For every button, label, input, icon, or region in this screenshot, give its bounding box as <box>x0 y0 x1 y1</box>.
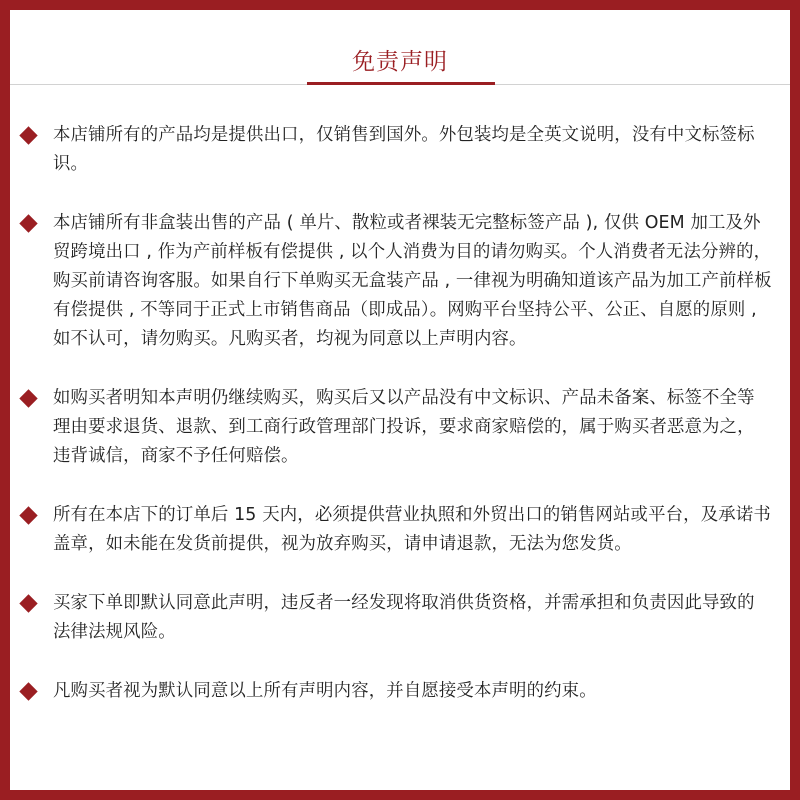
list-item-text: 凡购买者视为默认同意以上所有声明内容，并自愿接受本声明的约束。 <box>53 681 597 701</box>
diamond-icon <box>19 594 37 612</box>
title-underline <box>307 82 495 85</box>
list-item-text: 所有在本店下的订单后 15 天内，必须提供营业执照和外贸出口的销售网站或平台，及承诺书盖章，如未能在发货前提供，视为放弃购买，请申请退款，无法为您发货。 <box>53 505 771 554</box>
list-item <box>10 121 790 179</box>
list-item-text: 买家下单即默认同意此声明，违反者一经发现将取消供货资格，并需承担和负责因此导致的法律法规风险。 <box>53 593 755 642</box>
diamond-icon <box>19 126 37 144</box>
list-item <box>10 677 790 706</box>
diamond-icon <box>19 506 37 524</box>
disclaimer-panel <box>10 10 790 790</box>
list-item <box>10 501 790 559</box>
list-item-text: 本店铺所有非盒装出售的产品 ( 单片、散粒或者裸装无完整标签产品 ), 仅供 OEM 加工及外贸跨境出口 , 作为产前样板有偿提供 , 以个人消费为目的请勿购买。个人消费者无法分辨的，购买前请咨询客服。如果自行下单购买无盒装产品 , 一律视为明确知道该产品为加工产前样板有偿提供 , 不等同于正式上市销售商品（即成品）。网购平台坚持公平、公正、自愿的原则 , 如不认可，请勿购买。凡购买者，均视为同意以上声明内容。 <box>53 213 772 349</box>
disclaimer-list <box>10 121 790 736</box>
list-item <box>10 384 790 471</box>
list-item <box>10 209 790 354</box>
page-title: 免责声明 <box>352 49 448 75</box>
diamond-icon <box>19 214 37 232</box>
diamond-icon <box>19 389 37 407</box>
list-item <box>10 589 790 647</box>
diamond-icon <box>19 682 37 700</box>
list-item-text: 如购买者明知本声明仍继续购买，购买后又以产品没有中文标识、产品未备案、标签不全等理由要求退货、退款、到工商行政管理部门投诉，要求商家赔偿的，属于购买者恶意为之，违背诚信，商家不予任何赔偿。 <box>53 388 755 466</box>
list-item-text: 本店铺所有的产品均是提供出口，仅销售到国外。外包装均是全英文说明，没有中文标签标识。 <box>53 125 755 174</box>
